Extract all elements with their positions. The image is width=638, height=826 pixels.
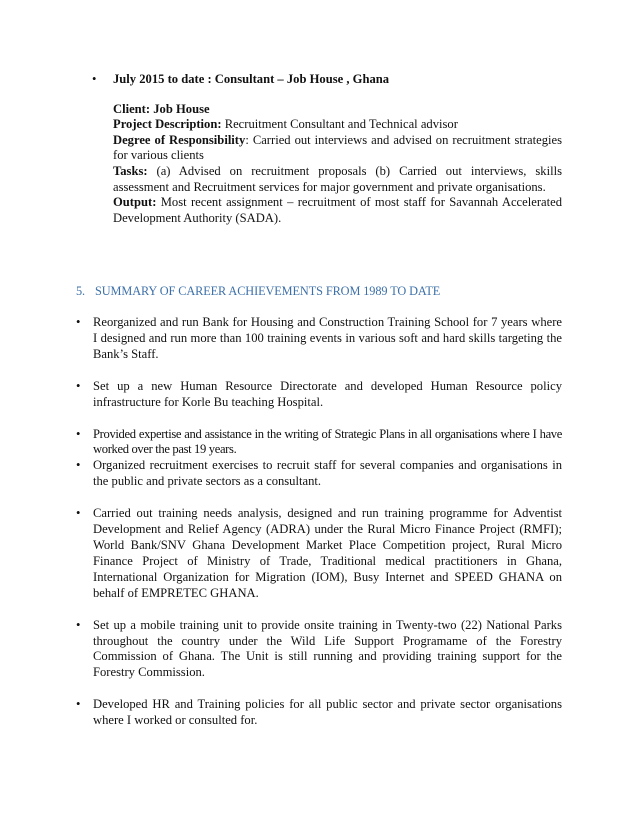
client-label: Client: (113, 101, 151, 116)
list-item (76, 618, 562, 682)
list-item (76, 458, 562, 490)
list-item-text: Carried out training needs analysis, designed and run training programme for Adventist Development and Relief Agency (ADRA) under the Rural Micro Finance Project (RMFI); World Bank/SNV Ghana Development Market Place Competition project, Rural Micro Finance Project of Ministry of Trade, Traditional medical practitioners in Ghana, International Organization for Migration (IOM), Busy Internet and SPEED GHANA on behalf of EMPRETEC GHANA. (93, 506, 562, 600)
degree-label: Degree of Responsibility (113, 132, 246, 147)
section-number: 5. (76, 284, 86, 298)
bullet-icon: • (92, 72, 97, 86)
tasks-line (113, 164, 562, 195)
section-heading (76, 284, 440, 299)
output-value: Most recent assignment – recruitment of most staff for Savannah Accelerated Development Authority (SADA). (113, 195, 562, 225)
list-item (76, 697, 562, 729)
list-item-text: Developed HR and Training policies for all public sector and private sector organisations where I worked or consulted for. (93, 697, 562, 728)
output-line (113, 195, 562, 226)
client-value: Job House (153, 101, 210, 116)
job-details (92, 102, 562, 227)
degree-value: : Carried out interviews and advised on recruitment strategies for various clients (113, 132, 563, 163)
bullet-icon: • (76, 697, 81, 712)
tasks-label: Tasks: (113, 163, 148, 178)
bullet-icon: • (76, 378, 81, 393)
list-item-text: Set up a new Human Resource Directorate and developed Human Resource policy infrastructure for Korle Bu teaching Hospital. (93, 378, 562, 409)
output-label: Output: (113, 195, 157, 210)
bullet-icon: • (76, 458, 81, 473)
list-item-text: Organized recruitment exercises to recruit staff for several companies and organisations in the public and private sectors as a consultant. (93, 458, 562, 489)
bullet-icon: • (76, 315, 81, 329)
client-line (113, 102, 562, 118)
list-item-text: Set up a mobile training unit to provide onsite training in Twenty-two (22) National Parks throughout the country under the Wild Life Support Programame of the Forestry Commission of Ghana. The Unit is still running and providing training support for the Forestry Commission. (93, 617, 562, 680)
bullet-icon: • (76, 426, 81, 441)
section-title: SUMMARY OF CAREER ACHIEVEMENTS FROM 1989 TO DATE (95, 284, 441, 298)
job-entry (92, 72, 562, 226)
list-item (76, 427, 562, 459)
list-item (76, 506, 562, 601)
list-item (76, 379, 562, 411)
tasks-value: (a) Advised on recruitment proposals (b) Carried out interviews, skills assessment and Recruitment services for major government and private organisations. (113, 163, 562, 194)
bullet-icon: • (76, 617, 81, 632)
project-value: Recruitment Consultant and Technical advisor (224, 117, 458, 132)
project-label: Project Description: (113, 117, 222, 132)
achievements-list (76, 315, 562, 729)
bullet-icon: • (76, 506, 81, 521)
list-item-text: Provided expertise and assistance in the writing of Strategic Plans in all organisations where I have worked over the past 19 years. (93, 426, 562, 457)
list-item-text: Reorganized and run Bank for Housing and Construction Training School for 7 years where I designed and run more than 100 training events in various soft and hard skills targeting the Bank’s Staff. (93, 315, 562, 361)
job-header (92, 72, 562, 88)
job-header-text: July 2015 to date : Consultant – Job House , Ghana (113, 72, 390, 86)
project-line (113, 117, 562, 133)
degree-line (113, 133, 562, 164)
list-item (76, 315, 562, 363)
